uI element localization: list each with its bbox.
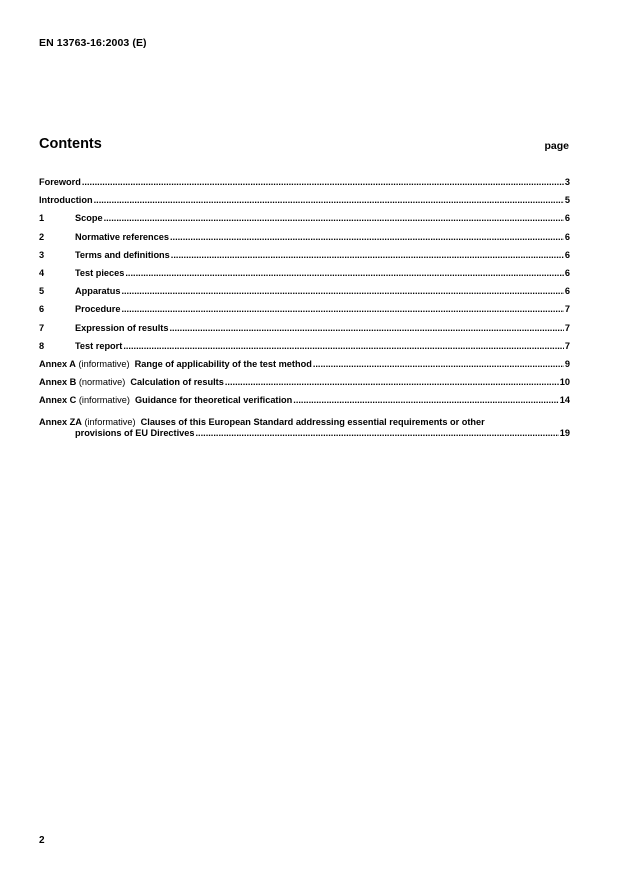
- dot-leader: [171, 250, 564, 260]
- annex-type: (informative): [78, 358, 130, 369]
- annex-title: Calculation of results: [130, 377, 224, 388]
- dot-leader: [195, 428, 558, 439]
- toc-entry-title: Foreword: [39, 177, 81, 187]
- toc-entry-page: 6: [564, 249, 570, 260]
- annex-za-second-line: [39, 428, 570, 439]
- annex-type: (normative): [78, 377, 126, 388]
- dot-leader: [170, 232, 564, 242]
- annex-prefix: Annex ZA: [39, 417, 82, 428]
- toc-entry-title: Terms and definitions: [75, 249, 170, 260]
- toc-entry-page: 6: [564, 213, 570, 224]
- toc-entry-annex-c[interactable]: [39, 395, 570, 413]
- dot-leader: [121, 304, 563, 314]
- toc-entry-number: 1: [39, 213, 45, 224]
- toc-entry-procedure[interactable]: [39, 304, 570, 322]
- toc-entry-annex-a[interactable]: [39, 359, 570, 377]
- toc-entry-number: 3: [39, 249, 45, 260]
- toc-entry-number: 8: [39, 340, 45, 351]
- toc-entry-page: 3: [564, 177, 570, 187]
- toc-entry-title: Procedure: [75, 304, 121, 315]
- toc-entry-number: 4: [39, 267, 45, 278]
- toc-entry-page: 6: [564, 231, 570, 242]
- annex-type: (informative): [78, 395, 130, 406]
- table-of-contents: [39, 177, 570, 439]
- contents-title: Contents: [39, 136, 102, 152]
- annex-prefix: Annex A: [39, 358, 76, 369]
- toc-entry-page: 7: [564, 322, 570, 333]
- annex-title: Clauses of this European Standard addressing essential requirements or other: [140, 417, 485, 428]
- dot-leader: [169, 323, 563, 333]
- toc-entry-title: Test pieces: [75, 267, 125, 278]
- page-number: 2: [39, 835, 45, 846]
- toc-entry-apparatus[interactable]: [39, 286, 570, 304]
- toc-entry-terms-and-definitions[interactable]: [39, 250, 570, 268]
- annex-prefix: Annex B: [39, 377, 77, 388]
- toc-entry-title: Introduction: [39, 195, 93, 206]
- dot-leader: [125, 268, 564, 278]
- toc-entry-annex-za[interactable]: [39, 413, 570, 439]
- toc-entry-introduction[interactable]: [39, 195, 570, 213]
- dot-leader: [123, 341, 564, 351]
- toc-entry-test-pieces[interactable]: [39, 268, 570, 286]
- annex-prefix: Annex C: [39, 395, 77, 406]
- dot-leader: [293, 395, 559, 405]
- document-header: EN 13763-16:2003 (E): [39, 37, 147, 49]
- annex-za-first-line: [39, 417, 570, 428]
- page-column-label: page: [544, 140, 569, 152]
- toc-entry-page: 6: [564, 286, 570, 297]
- dot-leader: [313, 359, 564, 369]
- toc-entry-page: 10: [559, 377, 570, 388]
- toc-entry-title: Scope: [75, 213, 103, 224]
- toc-entry-page: 19: [559, 428, 570, 439]
- toc-entry-page: 6: [564, 267, 570, 278]
- toc-entry-number: 5: [39, 286, 45, 297]
- annex-title: Range of applicability of the test method: [134, 358, 312, 369]
- dot-leader: [225, 377, 559, 387]
- toc-entry-number: 2: [39, 231, 45, 242]
- toc-entry-normative-references[interactable]: [39, 232, 570, 250]
- toc-entry-expression-of-results[interactable]: [39, 323, 570, 341]
- toc-entry-page: 5: [564, 195, 570, 206]
- toc-entry-annex-b[interactable]: [39, 377, 570, 395]
- toc-entry-number: 6: [39, 304, 45, 315]
- toc-entry-title: Normative references: [75, 231, 169, 242]
- toc-entry-page: 9: [564, 358, 570, 369]
- toc-entry-title: Expression of results: [75, 322, 169, 333]
- dot-leader: [82, 177, 564, 187]
- toc-entry-title: Test report: [75, 340, 123, 351]
- toc-entry-test-report[interactable]: [39, 341, 570, 359]
- dot-leader: [121, 286, 563, 296]
- toc-entry-number: 7: [39, 322, 45, 333]
- toc-entry-title: Apparatus: [75, 286, 121, 297]
- annex-title-continued: provisions of EU Directives: [75, 428, 195, 439]
- toc-entry-page: 7: [564, 340, 570, 351]
- toc-entry-foreword[interactable]: [39, 177, 570, 195]
- annex-type: (informative): [84, 417, 136, 428]
- dot-leader: [94, 195, 564, 205]
- toc-entry-page: 14: [559, 395, 570, 406]
- toc-entry-page: 7: [564, 304, 570, 315]
- dot-leader: [104, 213, 564, 223]
- toc-entry-scope[interactable]: [39, 213, 570, 231]
- annex-title: Guidance for theoretical verification: [135, 395, 293, 406]
